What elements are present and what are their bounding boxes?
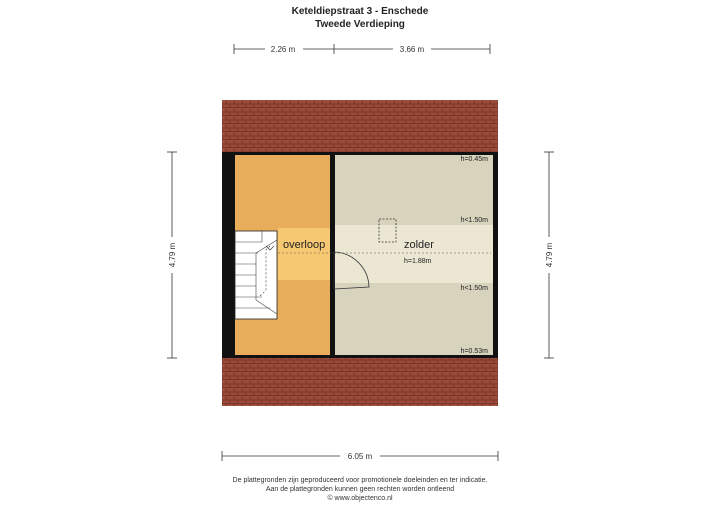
- overloop-light-area: [278, 228, 330, 280]
- dim-top-right: 3.66 m: [399, 45, 425, 54]
- dim-right: 4.79 m: [545, 242, 554, 268]
- height-label-upper: h<1.50m: [460, 217, 488, 224]
- disclaimer-line-1: De plattegronden zijn geproduceerd voor promotionele doeleinden en ter indicatie.: [232, 477, 488, 484]
- zolder-standing-band: [335, 225, 493, 283]
- height-label-bottom: h=0.53m: [460, 348, 488, 355]
- dim-bottom: 6.05 m: [347, 452, 373, 461]
- copyright-line: © www.objectenco.nl: [327, 495, 393, 502]
- dim-top-left: 2.26 m: [270, 45, 296, 54]
- dim-left: 4.79 m: [168, 242, 177, 268]
- height-label-top: h=0.45m: [460, 156, 488, 163]
- room-label-zolder: zolder: [404, 239, 434, 251]
- height-label-middle: h=1.88m: [404, 258, 432, 265]
- staircase: [235, 231, 277, 319]
- roof-bottom: [222, 358, 498, 406]
- plan-subtitle: Tweede Verdieping: [315, 19, 405, 30]
- partition-wall-upper: [330, 155, 335, 228]
- roof-top: [222, 100, 498, 152]
- room-label-overloop: overloop: [283, 239, 326, 251]
- disclaimer-line-2: Aan de plattegronden kunnen geen rechten worden ontleend: [265, 486, 455, 493]
- partition-wall-lower: [330, 288, 335, 355]
- height-label-lower: h<1.50m: [460, 285, 488, 292]
- plan-title: Keteldiepstraat 3 - Enschede: [291, 6, 429, 17]
